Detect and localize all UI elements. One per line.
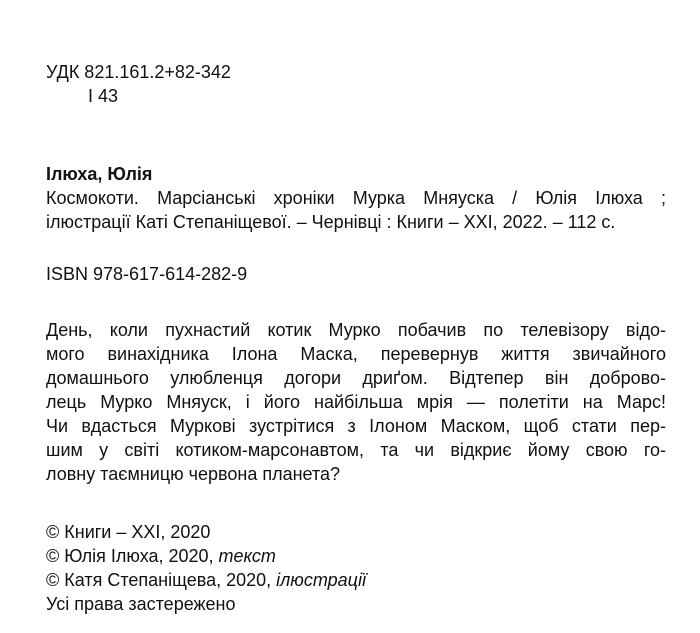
annotation bbox=[46, 318, 666, 486]
annotation-line: Чи вдасться Муркові зустрітися з Ілоном Маском, щоб стати пер- bbox=[46, 416, 666, 436]
copyright-text-author bbox=[46, 544, 666, 568]
copyright-illustrator bbox=[46, 568, 666, 592]
bibliographic-description bbox=[46, 186, 666, 234]
annotation-line: ловну таємницю червона планета? bbox=[46, 464, 341, 484]
copyright-illustrator-role: ілюстрації bbox=[276, 570, 366, 590]
biblio-line: ілюстрації Каті Степаніщевої. – Чернівці : Книги – ХХІ, 2022. – 112 с. bbox=[46, 212, 616, 232]
copyright-block bbox=[46, 520, 666, 616]
copyright-text-author-name: © Юлія Ілюха, 2020, bbox=[46, 546, 219, 566]
isbn: ISBN 978-617-614-282-9 bbox=[46, 264, 248, 284]
annotation-line: лець Мурко Мняуск, і його найбільша мрія — полетіти на Марс! bbox=[46, 392, 666, 412]
author-heading: Ілюха, Юлія bbox=[46, 164, 153, 184]
copyright-publisher: © Книги – ХХІ, 2020 bbox=[46, 522, 211, 542]
annotation-line: День, коли пухнастий котик Мурко побачив по телевізору відо- bbox=[46, 320, 666, 340]
author-mark: І 43 bbox=[88, 86, 119, 106]
annotation-line: домашнього улюбленця догори дриґом. Відтепер він доброво- bbox=[46, 368, 666, 388]
biblio-line: Космокоти. Марсіанські хроніки Мурка Мняуска / Юлія Ілюха ; bbox=[46, 188, 666, 208]
annotation-line: шим у світі котиком-марсонавтом, та чи відкриє йому свою го- bbox=[46, 440, 666, 460]
copyright-illustrator-name: © Катя Степаніщева, 2020, bbox=[46, 570, 277, 590]
udk-code: УДК 821.161.2+82-342 bbox=[46, 62, 231, 82]
classification-block bbox=[46, 60, 666, 108]
copyright-text-role: текст bbox=[218, 546, 276, 566]
rights-reserved: Усі права застережено bbox=[46, 594, 236, 614]
annotation-line: мого винахідника Ілона Маска, перевернув життя звичайного bbox=[46, 344, 666, 364]
